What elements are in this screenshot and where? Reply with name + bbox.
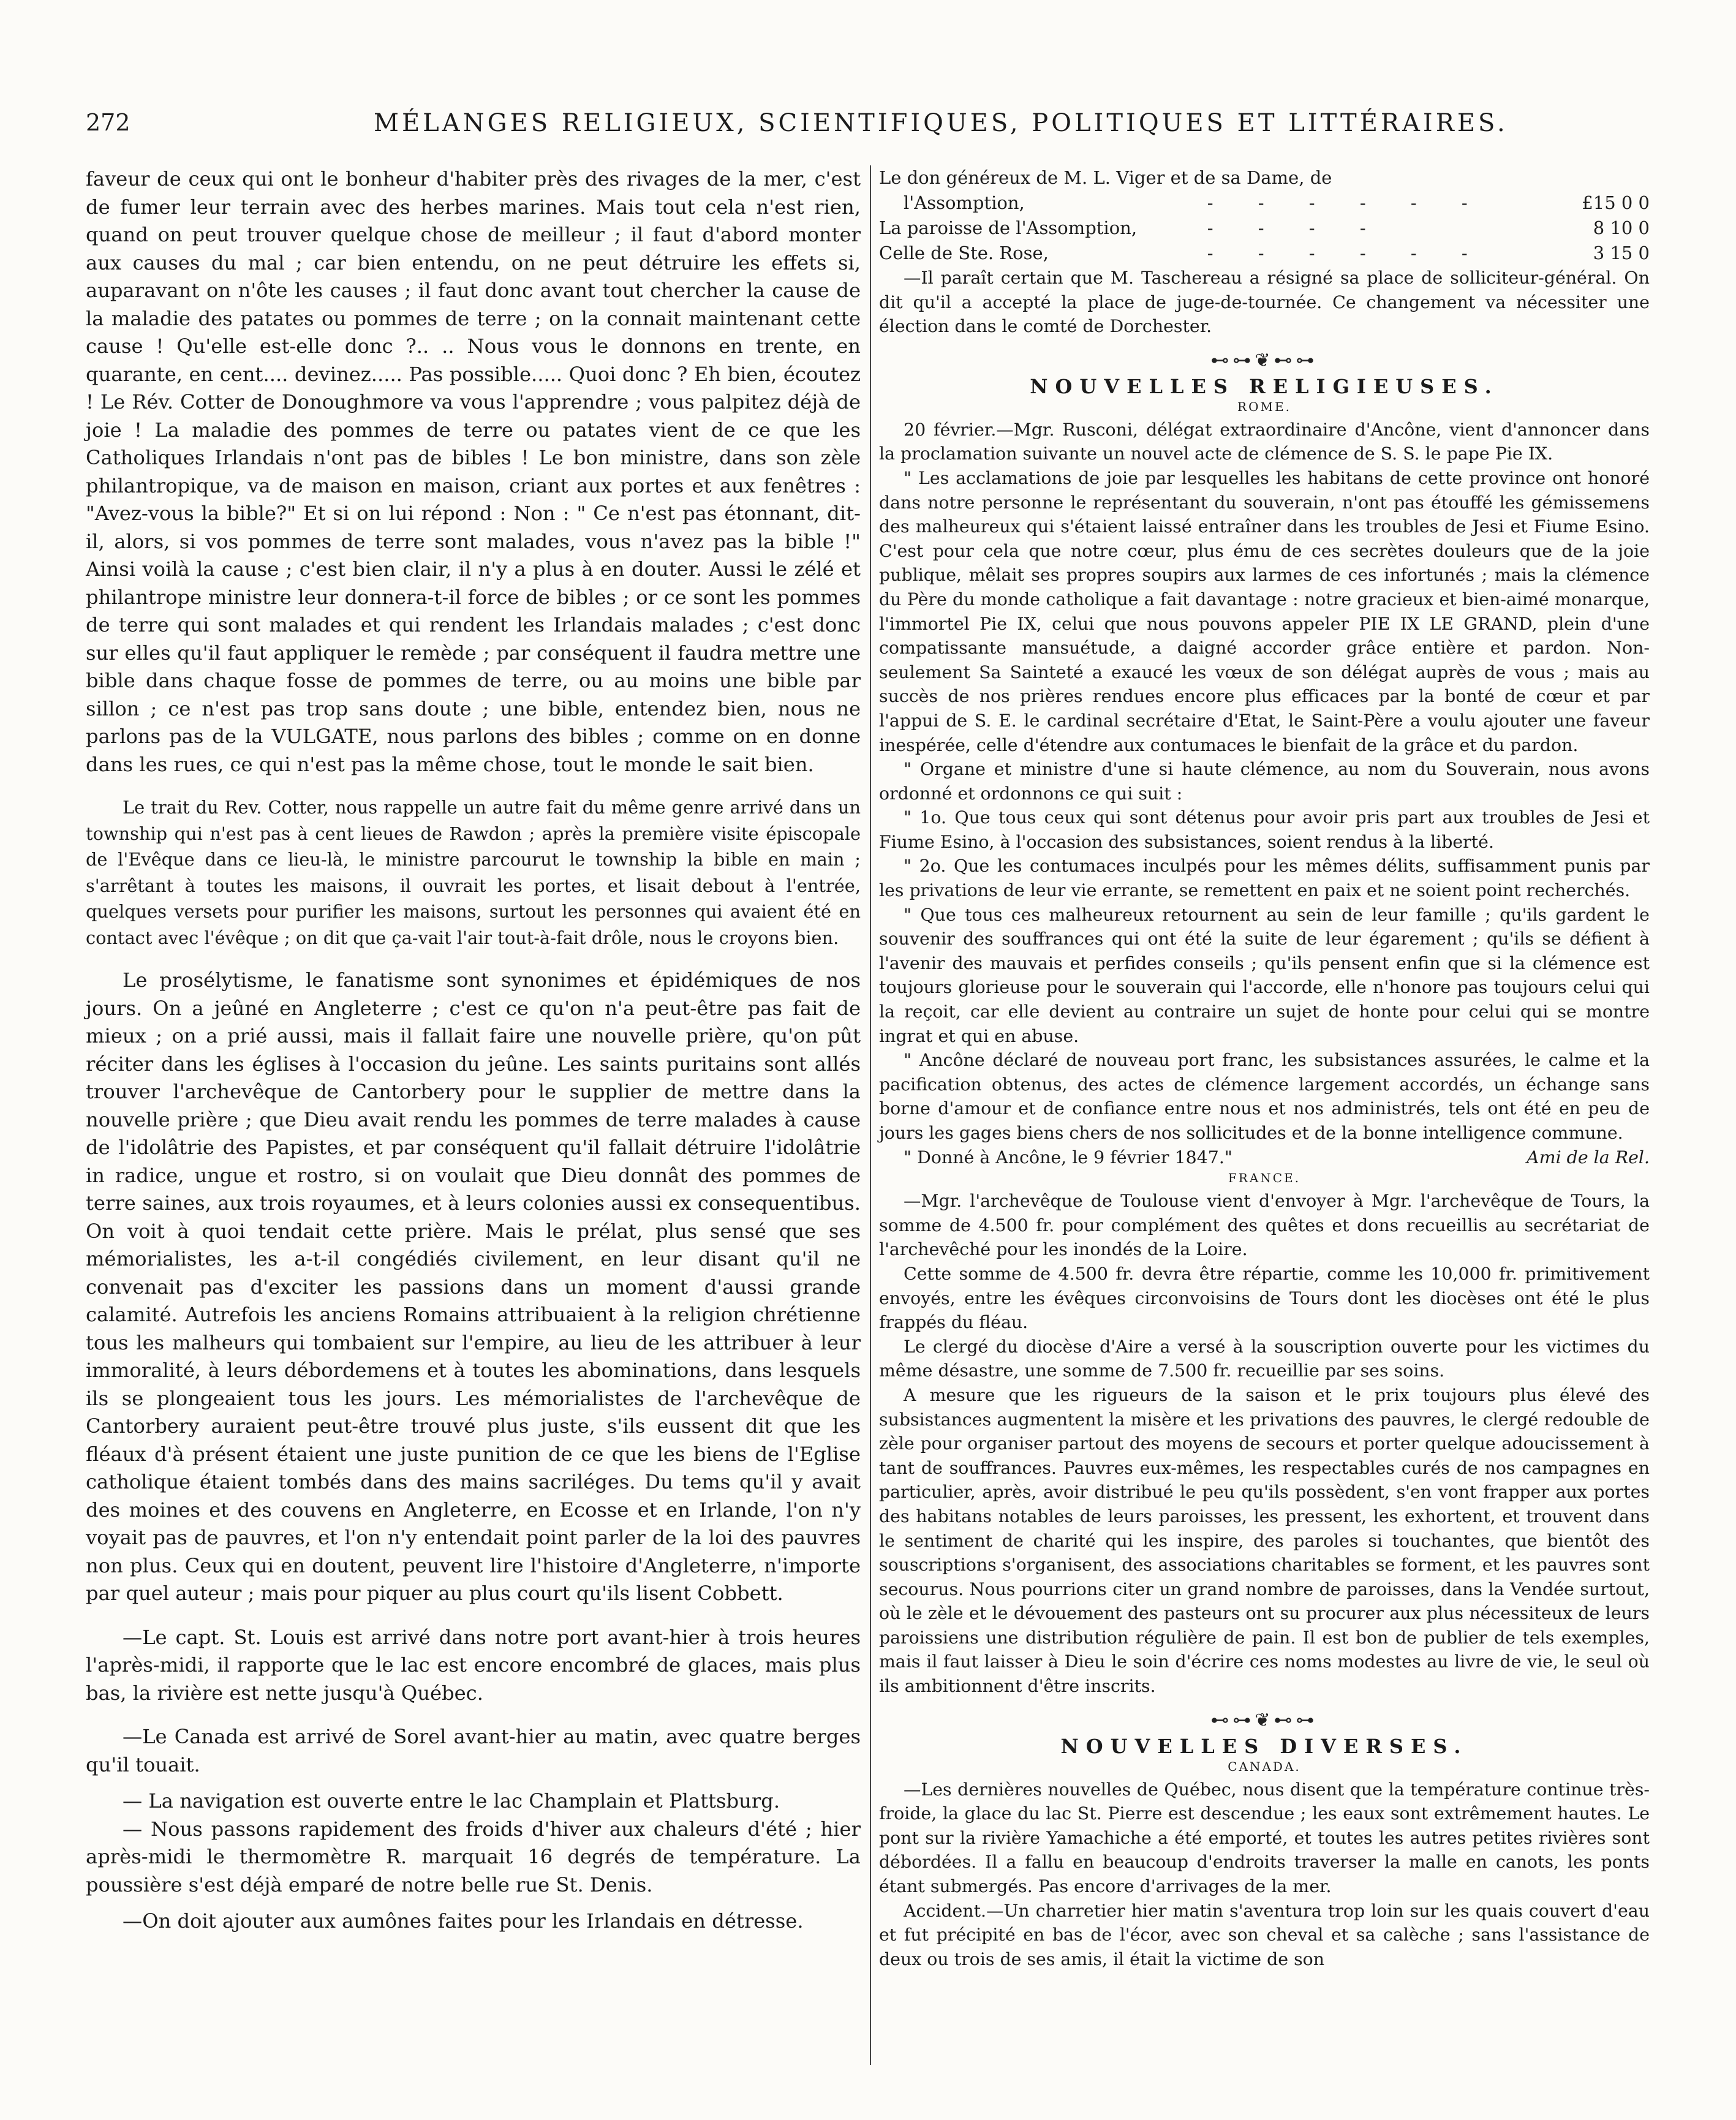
signature-date: " Donné à Ancône, le 9 février 1847." bbox=[904, 1147, 1232, 1168]
ornament-divider: ⊷⊶❦⊷⊶ bbox=[1210, 349, 1318, 371]
leader-dashes: - - - - - - bbox=[1207, 243, 1487, 263]
section-heading: NOUVELLES DIVERSES. bbox=[1060, 1734, 1468, 1758]
article-paragraph: —Mgr. l'archevêque de Toulouse vient d'envoyer à Mgr. l'archevêque de Tours, la somme de 4.500 fr. pour complément des quêtes et dons recueillis au secrétariat de l'archevêché pour les inondés de la Loire. bbox=[879, 1191, 1650, 1260]
donation-label: Celle de Ste. Rose, bbox=[879, 243, 1049, 263]
page-header bbox=[86, 109, 1650, 146]
table-row bbox=[879, 165, 1650, 190]
news-item: —Le Canada est arrivé de Sorel avant-hier au matin, avec quatre berges qu'il touait. bbox=[86, 1725, 861, 1776]
running-title: MÉLANGES RELIGIEUX, SCIENTIFIQUES, POLITIQUES ET LITTÉRAIRES. bbox=[374, 109, 1508, 137]
news-item: —Il paraît certain que M. Taschereau a résigné sa place de solliciteur-général. On dit qu'il a accepté la place de juge-de-tournée. Ce changement va nécessiter une élection dans le comté de Dorchester. bbox=[879, 268, 1650, 337]
left-column bbox=[86, 165, 861, 1936]
donation-label: La paroisse de l'Assomption, bbox=[879, 217, 1138, 238]
article-paragraph: Cette somme de 4.500 fr. devra être répartie, comme les 10,000 fr. primitivement envoyés, entre les évêques circonvoisins de Tours dont les diocèses ont été le plus frappés du fléau. bbox=[879, 1263, 1650, 1333]
donation-label: Le don généreux de M. L. Viger et de sa Dame, de bbox=[879, 167, 1332, 188]
article-paragraph: 20 février.—Mgr. Rusconi, délégat extraordinaire d'Ancône, vient d'annoncer dans la proclamation suivante un nouvel acte de clémence de S. S. le pape Pie IX. bbox=[879, 419, 1650, 464]
quoted-paragraph: " Que tous ces malheureux retournent au sein de leur famille ; qu'ils gardent le souvenir des souffrances qui ont été la suite de leur égarement ; qu'ils se défient à l'avenir des mauvais et perfides conseils ; qu'ils pensent enfin que si la clémence est toujours glorieuse pour le souverain qui l'accorde, elle n'honore pas toujours celui qui la reçoit, car elle devient au contraire un sujet de honte pour celui qui se montre ingrat et qui en abuse. bbox=[879, 904, 1650, 1046]
news-item: —On doit ajouter aux aumônes faites pour les Irlandais en détresse. bbox=[123, 1909, 804, 1933]
page-number: 272 bbox=[86, 109, 130, 136]
news-item: —Les dernières nouvelles de Québec, nous disent que la température continue très-froide, la glace du lac St. Pierre est descendue ; les eaux sont extrêmement hautes. Le pont sur la rivière Yamachiche a été emporté, et toutes les autres petites rivières sont débordées. Il a fallu en beaucoup d'endroits traverser la malle en canots, les ponts étant submergés. Pas encore d'arrivages de la mer. bbox=[879, 1779, 1650, 1897]
news-item: —Le capt. St. Louis est arrivé dans notre port avant-hier à trois heures l'après-midi, il rapporte que le lac est encore encombré de glaces, mais plus bas, la rivière est nette jusqu'à Québec. bbox=[86, 1625, 861, 1705]
table-row bbox=[879, 241, 1650, 266]
leader-dashes: - - - - bbox=[1207, 217, 1386, 238]
news-item: — La navigation est ouverte entre le lac Champlain et Plattsburg. bbox=[123, 1789, 780, 1813]
donation-amount: 3 15 0 bbox=[1593, 243, 1650, 263]
donations-table bbox=[879, 165, 1650, 266]
quoted-paragraph: " Ancône déclaré de nouveau port franc, les subsistances assurées, le calme et la pacification obtenus, des actes de clémence largement accordés, un échange sans borne d'amour et de confiance entre nous et nos administrés, tels ont été en peu de jours les gages biens chers de nos sollicitudes et de la bonne intelligence commune. bbox=[879, 1050, 1650, 1143]
quoted-paragraph: " 2o. Que les contumaces inculpés pour les mêmes délits, suffisamment punis par les privations de leur vie errante, se remettent en paix et ne soient point recherchés. bbox=[879, 856, 1650, 901]
right-column bbox=[879, 165, 1650, 1971]
article-paragraph: faveur de ceux qui ont le bonheur d'habiter près des rivages de la mer, c'est de fumer leur terrain avec des herbes marines. Mais tout cela n'est rien, quand on peut trouver quelque chose de meilleur ; il faut d'abord monter aux causes du mal ; car bien entendu, on ne peut détruire les effets si, auparavant on n'ôte les causes ; il faut donc avant tout chercher la cause de la maladie des patates ou pommes de terre ; on la connait maintenant cette cause ! Qu'elle est-elle donc ?.. .. Nous vous le donnons en trente, en quarante, en cent.... devinez..... Pas possible..... Quoi donc ? Eh bien, écoutez ! Le Rév. Cotter de Donoughmore va vous l'apprendre ; vous palpitez déjà de joie ! La maladie des pommes de terre ou patates vient de ce que les Catholiques Irlandais n'ont pas de bibles ! Le bon ministre, dans son zèle philantropique, va de maison en maison, criant aux portes et aux fenêtres : "Avez-vous la bible?" Et si on lui répond : Non : " Ce n'est pas étonnant, dit-il, alors, si vos pommes de terre sont malades, vous n'avez pas la bible !" Ainsi voilà la cause ; c'est bien clair, il n'y a plus à en douter. Aussi le zélé et philantrope ministre leur donnera-t-il force de bibles ; or ce sont les pommes de terre qui sont malades et qui rendent les Irlandais malades ; c'est donc sur elles qu'il faut appliquer le remède ; par conséquent il faudra mettre une bible dans chaque fosse de pommes de terre, ou au moins une bible par sillon ; ce n'est pas trop sans doute ; une bible, entendez bien, nous ne parlons pas de la VULGATE, nous parlons des bibles ; comme on en donne dans les rues, ce qui n'est pas la même chose, tout le monde le sait bien. bbox=[86, 167, 861, 776]
quoted-paragraph: " Organe et ministre d'une si haute clémence, au nom du Souverain, nous avons ordonné et ordonnons ce qui suit : bbox=[879, 759, 1650, 804]
donation-amount: £15 0 0 bbox=[1582, 192, 1650, 213]
donation-amount: 8 10 0 bbox=[1593, 217, 1650, 238]
quoted-paragraph: " 1o. Que tous ceux qui sont détenus pour avoir pris part aux troubles de Jesi et Fiume Esino, à l'occasion des subsistances, soient rendus à la liberté. bbox=[879, 807, 1650, 852]
quoted-paragraph: " Les acclamations de joie par lesquelles les habitans de cette province ont honoré dans notre personne le représentant du souverain, n'ont pas étouffé les gémissemens des malheureux qui s'étaient laissé entraîner dans les troubles de Jesi et Fiume Esino. C'est pour cela que notre cœur, plus ému de ces secrètes douleurs que de la joie publique, mêlait ses propres soupirs aux larmes de ces infortunés ; mais la clémence du Père du monde catholique a fait davantage : notre gracieux et bien-aimé monarque, l'immortel Pie IX, celui que nous pouvons appeler PIE IX LE GRAND, plein d'une compatissante mansuétude, a daigné accorder grâce entière et pardon. Non-seulement Sa Sainteté a exaucé les vœux de son délégat auprès de vous ; mais au succès de nos prières rendues encore plus efficaces par la bonté de cœur et par l'appui de S. E. le cardinal secrétaire d'Etat, le Saint-Père a voulu ajouter une faveur inespérée, celle d'étendre aux contumaces le bienfait de la grâce et du pardon. bbox=[879, 467, 1650, 755]
section-heading: NOUVELLES RELIGIEUSES. bbox=[1030, 374, 1499, 398]
article-paragraph: A mesure que les rigueurs de la saison et le prix toujours plus élevé des subsistances augmentent la misère et les privations des pauvres, le clergé redouble de zèle pour organiser partout des moyens de secours et porter quelque adoucissement à tant de souffrances. Pauvres eux-mêmes, les respectables curés de nos campagnes en particulier, après, avoir distribué le peu qu'ils possèdent, s'en vont frapper aux portes des habitans notables de leurs paroisses, les pressent, les exhortent, et trouvent dans le sentiment de charité qui les inspire, des paroles si touchantes, que bientôt des souscriptions s'organisent, des associations charitables se forment, et les pauvres sont secourus. Nous pourrions citer un grand nombre de paroisses, dans la Vendée surtout, où le zèle et le dévouement des pasteurs ont su procurer aux plus nécessiteux de leurs paroissiens une distribution régulière de pain. Il est bon de publier de tels exemples, mais il faut laisser à Dieu le soin d'écrire ces noms modestes au livre de vie, le seul où ils ambitionnent d'être inscrits. bbox=[879, 1384, 1650, 1697]
source-attribution: Ami de la Rel. bbox=[1527, 1147, 1650, 1168]
ornament-divider: ⊷⊶❦⊷⊶ bbox=[1210, 1709, 1318, 1731]
news-item: — Nous passons rapidement des froids d'hiver aux chaleurs d'été ; hier après-midi le thermomètre R. marquait 16 degrés de température. La poussière s'est déjà emparé de notre belle rue St. Denis. bbox=[86, 1817, 861, 1896]
signature-line bbox=[879, 1145, 1650, 1170]
donation-label: l'Assomption, bbox=[904, 192, 1025, 213]
subsection-heading: CANADA. bbox=[1228, 1759, 1301, 1774]
leader-dashes: - - - - - - bbox=[1207, 192, 1487, 213]
subsection-heading: FRANCE. bbox=[1228, 1171, 1301, 1186]
article-paragraph: Le clergé du diocèse d'Aire a versé à la souscription ouverte pour les victimes du même désastre, une somme de 7.500 fr. recueillie par ses soins. bbox=[879, 1336, 1650, 1381]
article-paragraph: Le trait du Rev. Cotter, nous rappelle un autre fait du même genre arrivé dans un township qui n'est pas à cent lieues de Rawdon ; après la première visite épiscopale de l'Evêque dans ce lieu-là, le ministre parcourut le township la bible en main ; s'arrêtant à toutes les maisons, il ouvrait les portes, et lisait debout à l'entrée, quelques versets pour purifier les maisons, surtout les personnes qui avaient été en contact avec l'évêque ; on dit que ça-vait l'air tout-à-fait drôle, nous le croyons bien. bbox=[86, 797, 861, 948]
news-item: Accident.—Un charretier hier matin s'aventura trop loin sur les quais couvert d'eau et fut précipité en bas de l'écor, avec son cheval et sa calèche ; sans l'assistance de deux ou trois de ses amis, il était la victime de son bbox=[879, 1900, 1650, 1969]
table-row bbox=[879, 216, 1650, 241]
column-divider bbox=[870, 165, 871, 2065]
subsection-heading: ROME. bbox=[1237, 399, 1291, 414]
article-paragraph: Le prosélytisme, le fanatisme sont synonimes et épidémiques de nos jours. On a jeûné en Angleterre ; c'est ce qu'on n'a peut-être pas fait de mieux ; on a prié aussi, mais il fallait faire une nouvelle prière, qu'on pût réciter dans les églises à l'occasion du jeûne. Les saints puritains sont allés trouver l'archevêque de Cantorbery pour le supplier de mettre dans la nouvelle prière ; que Dieu avait rendu les pommes de terre malades à cause de l'idolâtrie des Papistes, et par conséquent qu'il fallait détruire l'idolâtrie in radice, ungue et rostro, si on voulait que Dieu donnât des pommes de terre saines, aux trois royaumes, et à leurs colonies aussi ex consequentibus. On voit à quoi tendait cette prière. Mais le prélat, plus sensé que ses mémorialistes, les a-t-il congédiés civilement, en leur disant qu'il ne convenait pas d'exciter les passions dans un moment d'aussi grande calamité. Autrefois les anciens Romains attribuaient à la religion chrétienne tous les malheurs qui tombaient sur l'empire, au lieu de les attribuer à leur immoralité, à leurs débordemens et à toutes les abominations, dans lesquels ils se plongeaient tous les jours. Les mémorialistes de l'archevêque de Cantorbery auraient peut-être trouvé plus juste, s'ils eussent dit que les fléaux d'à présent étaient une juste punition de ce que les biens de l'Eglise catholique étaient tombés dans des mains sacriléges. Du tems qu'il y avait des moines et des couvens en Angleterre, en Ecosse et en Irlande, l'on n'y voyait pas de pauvres, et l'on n'y entendait point parler de la loi des pauvres non plus. Ceux qui en doutent, peuvent lire l'histoire d'Angleterre, n'importe par quel auteur ; mais pour piquer au plus court qu'ils lisent Cobbett. bbox=[86, 968, 861, 1605]
table-row bbox=[879, 190, 1650, 216]
